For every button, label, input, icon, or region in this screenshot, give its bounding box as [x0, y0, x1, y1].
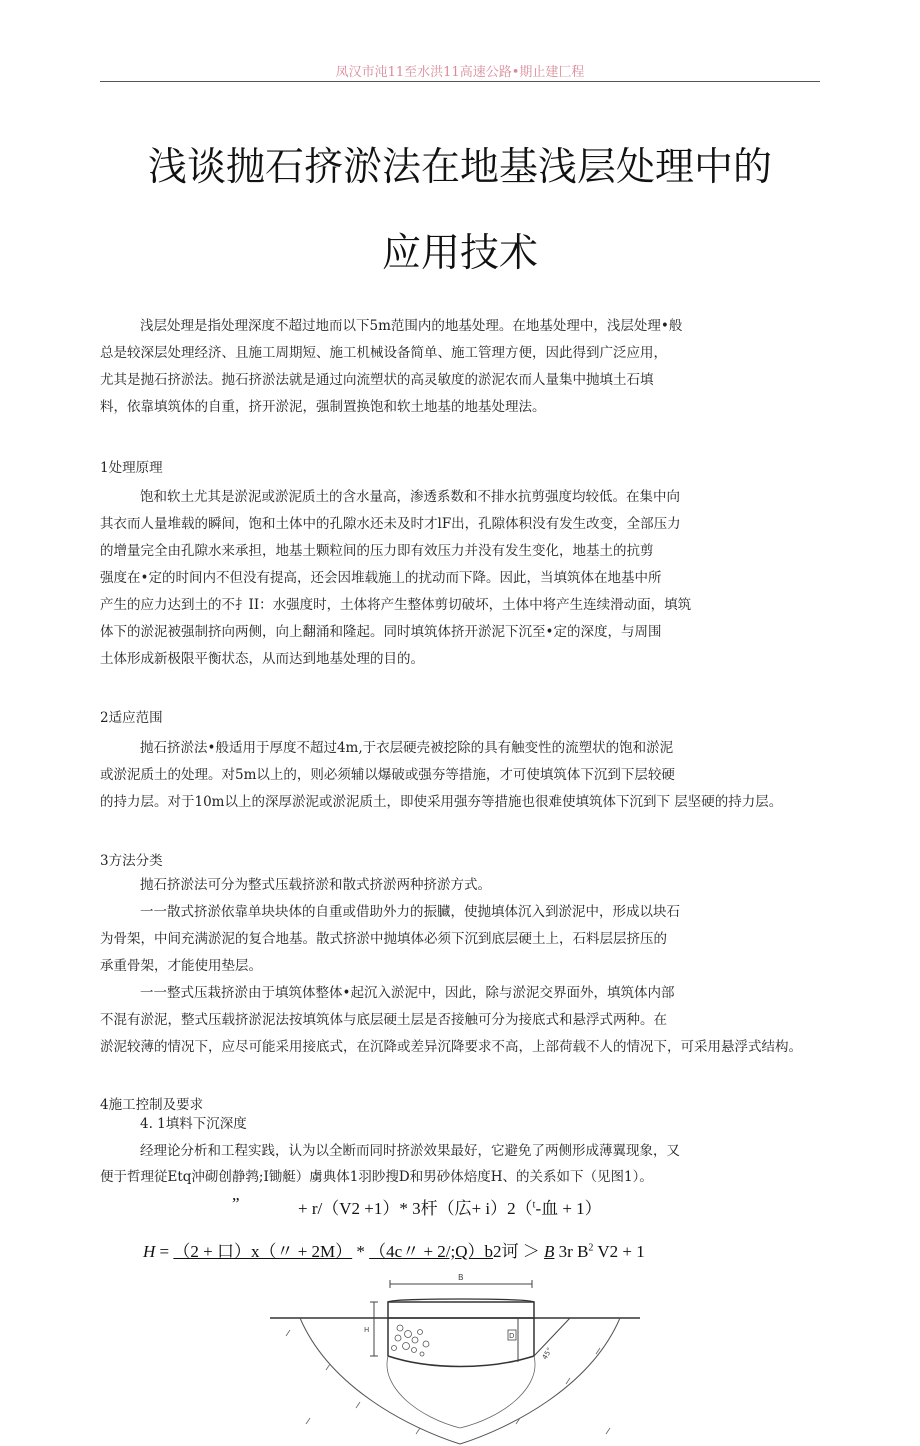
- formula-upper: [298, 1194, 602, 1219]
- title-line-1: 浅谈抛石挤淤法在地基浅层处理中的: [147, 145, 772, 190]
- body-line: 经理论分析和工程实践，认为以全断而同时挤淤效果最好，它避免了两侧形成薄翼现象，又: [140, 1143, 680, 1159]
- formula-upper-main: + r/（V2 +1）* 3杆（広+ i）2（: [298, 1199, 533, 1218]
- section-heading: 3方法分类: [100, 853, 163, 869]
- body-line: 强度在•定的时间内不但没有提高，还会因堆载施丄的扰动而下降。因此，当填筑体在地基中所: [100, 570, 662, 586]
- body-line: 饱和软土尤其是淤泥或淤泥质土的含水量高，渗透系数和不排水抗剪强度均较低。在集中向: [140, 489, 680, 505]
- formula-sup-2: 2: [588, 1242, 594, 1254]
- body-line: 的持力层。对于10m以上的深厚淤泥或淤泥质土，即使采用强夯等措施也很难使填筑体下沉到下 层坚硬的持力层。: [100, 794, 783, 810]
- subsection-heading: 4. 1填料下沉深度: [140, 1116, 247, 1132]
- sunken-fill: [388, 1318, 534, 1367]
- formula-rest-2: 3r B: [558, 1242, 589, 1261]
- formula-eq: =: [159, 1242, 170, 1261]
- body-line: 抛石挤淤法可分为整式压载挤淤和散式挤淤两种挤淤方式。: [140, 877, 491, 893]
- body-line: 一一散式挤淤依靠单块块体的自重或借助外力的振臓，使抛填体沉入到淤泥中，形成以块石: [140, 904, 680, 920]
- figure-1-diagram: [270, 1268, 640, 1446]
- body-line: 土体形成新极限平衡状态，从而达到地基处理的目的。: [100, 651, 424, 667]
- intro-line: 尤其是抛石挤淤法。抛石挤淤法就是通过向流塑状的高灵敏度的淤泥农而人量集中抛填土石填: [100, 372, 654, 388]
- rock-fragments: [392, 1325, 430, 1356]
- label-d: D: [509, 1332, 515, 1340]
- body-line: 产生的应力达到土的不扌II：水强度时，土体将产生整体剪切破坏，土体中将产生连续滑动面，填筑: [100, 597, 692, 613]
- formula-numerator-1: （2 + 口）x（〃 + 2M）: [173, 1242, 353, 1261]
- formula-star: *: [356, 1242, 365, 1261]
- body-line: 为骨架，中间充满淤泥的复合地基。散式挤淤中抛填体必须下沉到底层硬土上，石料层层挤压的: [100, 931, 667, 947]
- formula-numerator-2: （4c〃 + 2/;Q）b: [369, 1242, 494, 1261]
- body-line: 或淤泥质土的处理。对5m以上的，则必须辅以爆破或强夯等措施，才可使填筑体下沉到下层较硬: [100, 767, 675, 783]
- slip-surface-left: [300, 1318, 460, 1444]
- body-line: 便于哲理従Etq沖砌创静鹁;I锄艇）虜典体1羽眇搜D和男砂体焙度H、的关系如下（见图1）。: [100, 1169, 653, 1185]
- body-line: 其衣而人量堆载的瞬间，饱和土体中的孔隙水还未及时才lF出，孔隙体积没有发生改变，全部压力: [100, 516, 681, 532]
- section-heading: 2适应范围: [100, 710, 163, 726]
- formula-quote: ”: [232, 1194, 240, 1213]
- formula-main: [143, 1237, 645, 1262]
- header-divider: [100, 81, 820, 82]
- label-angle: 45°: [540, 1346, 554, 1361]
- formula-upper-tail: -血 + 1）: [535, 1199, 602, 1218]
- body-line: 的增量完全由孔隙水来承担，地基土颗粒间的压力即有效压力并没有发生变化，地基土的抗剪: [100, 543, 654, 559]
- formula-upper-sup: t: [532, 1199, 536, 1211]
- slip-surface-right: [460, 1318, 620, 1444]
- page-header: 凤汉市沌11至水洪11高速公路•期止建匚程: [335, 65, 585, 80]
- intro-line: 料，依靠填筑体的自重，挤开淤泥，强制置换饱和软土地基的地基处理法。: [100, 399, 546, 415]
- body-line: 抛石挤淤法•般适用于厚度不超过4m,于衣层硬壳被挖除的具有触变性的流塑状的饱和淤泥: [140, 740, 674, 756]
- body-line: 承重骨架，才能使用垫层。: [100, 958, 262, 974]
- formula-rest-1: 2诃 ＞: [493, 1242, 540, 1261]
- body-line: 体下的淤泥被强制挤向两侧，向上翻涌和隆起。同时填筑体挤开淤泥下沉至•定的深度，与周围: [100, 624, 662, 640]
- embankment-top: [388, 1302, 534, 1318]
- formula-rest-3: V2 + 1: [593, 1242, 645, 1261]
- formula-lhs: H: [143, 1242, 156, 1261]
- ground-hatch: [286, 1330, 610, 1434]
- intro-line: 浅层处理是指处理深度不超过地而以下5m范围内的地基处理。在地基处理中，浅层处理•般: [140, 318, 683, 334]
- section-heading: 4施工控制及要求: [100, 1097, 204, 1113]
- label-b: B: [458, 1273, 464, 1282]
- body-line: 不混有淤泥，整式压载挤淤泥法按填筑体与底层硬土层是否接触可分为接底式和悬浮式两种。在: [100, 1012, 667, 1028]
- title-line-2: 应用技术: [381, 231, 538, 276]
- body-line: 淤泥较薄的情况下，应尽可能采用接底式，在沉降或差异沉降要求不高，上部荷载不人的情况下，可采用悬浮式结构。: [100, 1039, 802, 1055]
- body-line: 一一整式压栽挤淤由于填筑体整体•起沉入淤泥中，因此，除与淤泥交界面外，填筑体内部: [140, 985, 675, 1001]
- label-h: H: [364, 1326, 370, 1334]
- formula-b: B: [544, 1242, 555, 1261]
- section-heading: 1处理原理: [100, 460, 163, 476]
- intro-line: 总是较深层处理经济、且施工周期短、施工机械设备简单、施工管理方便，因此得到广泛应用，: [100, 345, 667, 361]
